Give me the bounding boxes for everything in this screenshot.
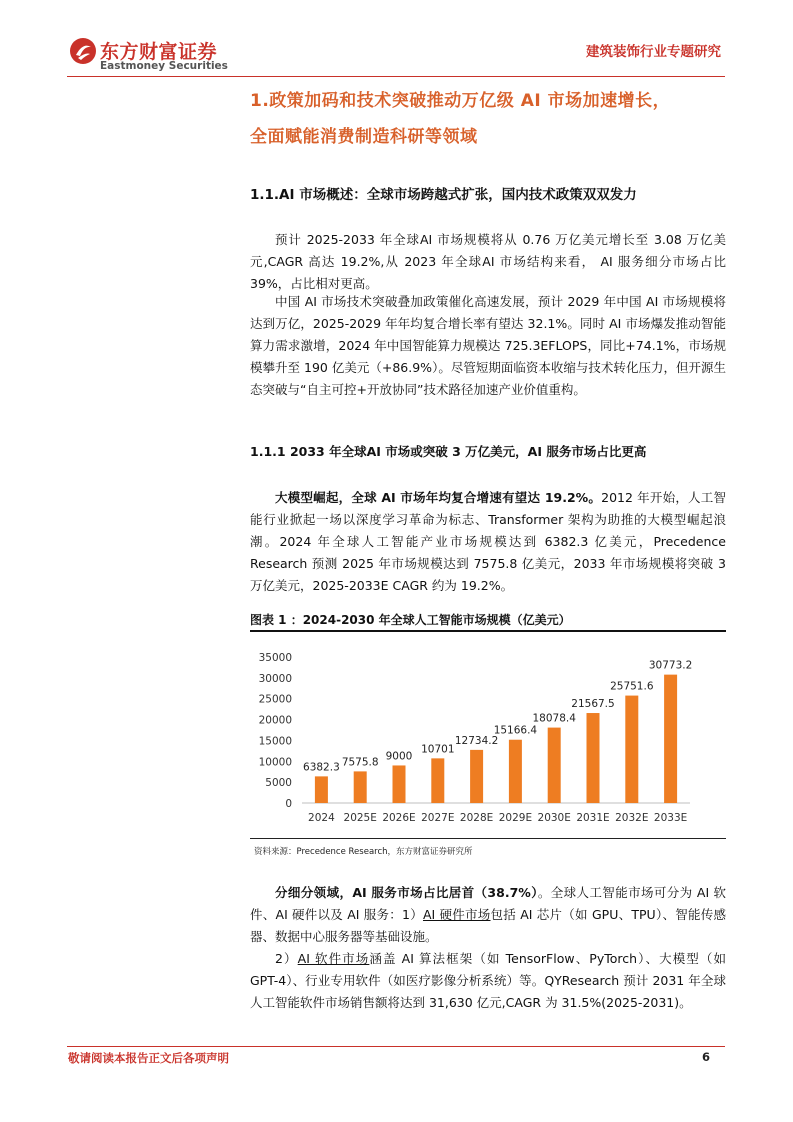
bar	[664, 675, 677, 803]
bar-value-label: 21567.5	[571, 698, 615, 711]
logo-text-cn: 东方财富证券	[100, 41, 218, 63]
section-title-line1: 1.政策加码和技术突破推动万亿级 AI 市场加速增长，	[250, 91, 671, 111]
paragraph-segments	[250, 882, 726, 948]
page-number: 6	[701, 1050, 710, 1064]
bar	[548, 728, 561, 803]
y-tick-label: 30000	[258, 672, 292, 685]
paragraph-body: 2012 年开始，人工智能行业掀起一场以深度学习革命为标志、Transformer 架构为助推的大模型崛起浪潮。2024 年全球人工智能产业市场规模达到 6382.3 亿美元，Precedence Research 预测 2025 年市场规模达到 7575.8 亿美元，2033 年市场规模将突破 3 万亿美元，2025-2033E CAGR 约为 19.2%。	[250, 490, 726, 593]
x-tick-label: 2025E	[343, 812, 377, 824]
bar-value-label: 9000	[385, 750, 413, 763]
x-tick-label: 2024	[308, 812, 335, 824]
bar-chart	[250, 640, 726, 832]
y-tick-label: 25000	[258, 693, 292, 706]
bar-value-label: 10701	[421, 743, 455, 756]
y-tick-label: 0	[285, 798, 292, 810]
x-tick-label: 2028E	[459, 812, 494, 824]
x-tick-label: 2031E	[576, 812, 610, 824]
paragraph-body: 包括 AI 芯片（如 GPU、TPU）、智能传感器、数据中心服务器等基础设施。	[250, 907, 727, 944]
y-tick-label: 35000	[258, 652, 292, 664]
header-divider	[67, 76, 725, 77]
paragraph-lead-bold: 大模型崛起，全球 AI 市场年均复合增速有望达 19.2%。	[275, 490, 602, 505]
y-tick-label: 20000	[258, 714, 292, 727]
bar-value-label: 30773.2	[648, 659, 693, 672]
paragraph-body: 2）	[275, 951, 298, 966]
section-title-line2: 全面赋能消费制造科研等领域	[250, 127, 478, 147]
bar-value-label: 15166.4	[493, 724, 538, 737]
underlined-term-software: AI 软件市场	[297, 951, 370, 966]
figure-top-rule	[250, 630, 726, 632]
paragraph-lead-bold: 分细分领域，AI 服务市场占比居首（38.7%）	[275, 885, 538, 900]
bar-value-label: 7575.8	[341, 756, 379, 769]
subsubsection-title: 1.1.1 2033 年全球AI 市场或突破 3 万亿美元，AI 服务市场占比更高	[250, 444, 647, 459]
logo-text-en: Eastmoney Securities	[100, 60, 228, 72]
footer-disclaimer: 敬请阅读本报告正文后各项声明	[68, 1051, 229, 1065]
bar	[354, 771, 367, 803]
bar	[625, 696, 638, 803]
logo-mark-icon	[68, 36, 98, 66]
bar-value-label: 6382.3	[303, 761, 340, 774]
figure-title: 图表 1 ：2024-2030 年全球人工智能市场规模（亿美元）	[250, 613, 571, 627]
x-tick-label: 2033E	[653, 812, 688, 824]
y-tick-label: 15000	[258, 735, 292, 748]
x-tick-label: 2030E	[537, 812, 571, 824]
y-tick-label: 10000	[258, 756, 292, 769]
paragraph-software	[250, 948, 726, 1014]
subsection-title: 1.1.AI 市场概述：全球市场跨越式扩张，国内技术政策双双发力	[250, 187, 637, 203]
paragraph-body: 涵盖 AI 算法框架（如 TensorFlow、PyTorch）、大模型（如 GPT-4）、行业专用软件（如医疗影像分析系统）等。QYResearch 预计 2031 年全球人工智能软件市场销售额将达到 31,630 亿元,CAGR 为 31.5%(2025-2031)。	[250, 951, 726, 1010]
bar	[431, 758, 444, 803]
bar-value-label: 18078.4	[532, 712, 576, 725]
bar-value-label: 25751.6	[610, 680, 654, 693]
figure-bottom-rule	[250, 838, 726, 839]
x-tick-label: 2027E	[421, 812, 455, 824]
x-tick-label: 2032E	[615, 812, 649, 824]
paragraph-china-market: 中国 AI 市场技术突破叠加政策催化高速发展，预计 2029 年中国 AI 市场规模将达到万亿，2025-2029 年年均复合增长率有望达 32.1%。同时 AI 市场爆发推动智能算力需求激增，2024 年中国智能算力规模达 725.3EFLOPS，同比+74.1%，市场规模攀升至 190 亿美元（+86.9%）。尽管短期面临资本收缩与技术转化压力，但开源生态突破与“自主可控+开放协同”技术路径加速产业价值重构。	[250, 294, 726, 397]
paragraph-global-market: 预计 2025-2033 年全球AI 市场规模将从 0.76 万亿美元增长至 3.08 万亿美元,CAGR 高达 19.2%,从 2023 年全球AI 市场结构来看， AI 服务细分市场占比 39%，占比相对更高。	[250, 232, 726, 291]
header-category: 建筑装饰行业专题研究	[586, 44, 721, 60]
bar	[315, 776, 328, 803]
footer-divider	[67, 1046, 725, 1047]
underlined-term-hardware: AI 硬件市场	[422, 907, 491, 922]
bar-value-label: 12734.2	[454, 734, 499, 747]
bar	[587, 713, 600, 803]
y-tick-label: 5000	[265, 777, 292, 790]
paragraph-large-models	[250, 487, 726, 597]
bar	[393, 765, 406, 803]
x-tick-label: 2026E	[382, 812, 416, 824]
figure-source: 资料来源：Precedence Research，东方财富证券研究所	[254, 847, 473, 857]
x-tick-label: 2029E	[498, 812, 533, 824]
bar	[470, 750, 483, 803]
bar	[509, 740, 522, 803]
paragraph-body: 。全球人工智能市场可分为 AI 软件、AI 硬件以及 AI 服务：1）	[250, 885, 727, 922]
